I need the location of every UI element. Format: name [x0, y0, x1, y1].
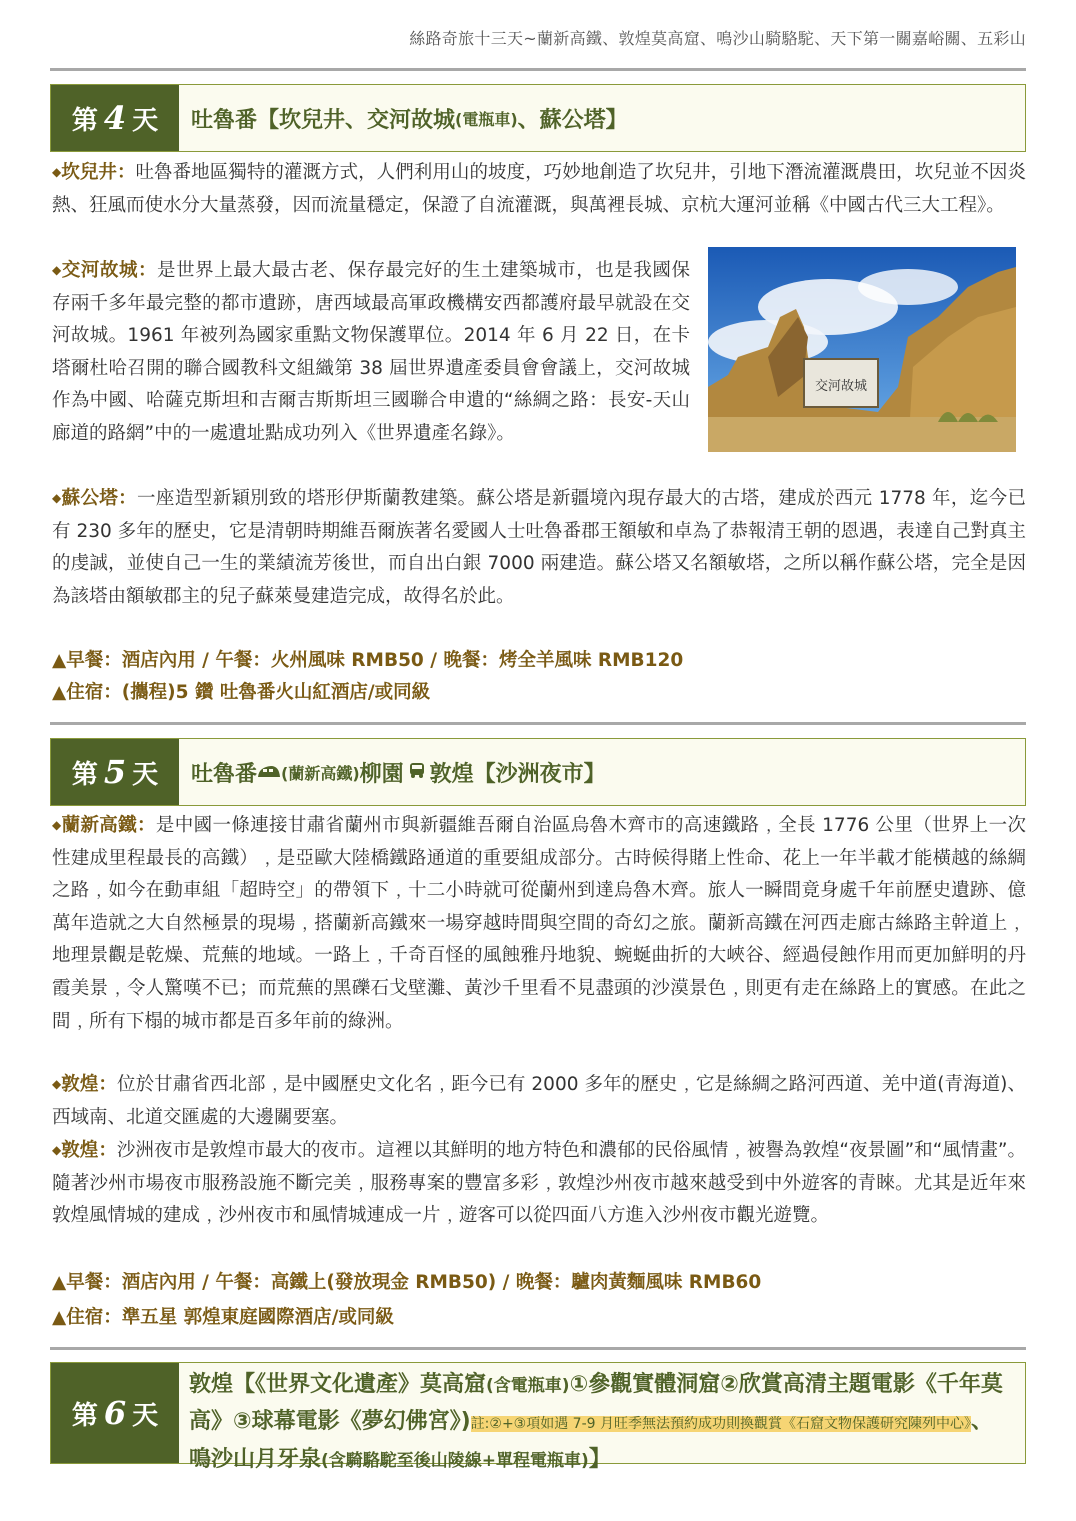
day-4-header: [50, 84, 1026, 152]
divider: [50, 68, 1026, 71]
day-6-title: 敦煌【《世界文化遺產》莫高窟(含電瓶車)①參觀實體洞窟②欣賞高清主題電影《千年莫高》③球幕電影《夢幻佛宮》)註:②+③項如遇 7-9 月旺季無法預約成功則換觀賞《石窟文物保護研究陳列中心》、鳴沙山月牙泉(含騎駱駝至後山陵線+單程電瓶車)】: [189, 1372, 1003, 1472]
page-header: 絲路奇旅十三天~蘭新高鐵、敦煌莫高窟、鳴沙山騎駱駝、天下第一關嘉峪關、五彩山: [409, 29, 1026, 48]
day-5-header: [50, 738, 1026, 806]
day-4-paragraph-karez: ◆坎兒井：吐魯番地區獨特的灌溉方式，人們利用山的坡度，巧妙地創造了坎兒井，引地下潛流灌溉農田，坎兒並不因炎熱、狂風而使水分大量蒸發，因而流量穩定，保證了自流灌溉，與萬裡長城、京杭大運河並稱《中國古代三大工程》。: [52, 162, 1026, 216]
day-6-header: [50, 1362, 1026, 1472]
booking-note: 註:②+③項如遇 7-9 月旺季無法預約成功則換觀賞《石窟文物保護研究陳列中心》: [470, 1416, 972, 1432]
day-5-paragraph-dunhuang: ◆敦煌：位於甘肅省西北部﹐是中國歷史文化名﹐距今已有 2000 多年的歷史﹐它是絲綢之路河西道、羌中道(青海道)、西域南、北道交匯處的大邊關要塞。: [52, 1074, 1026, 1128]
day-5-label: 第 5 天: [51, 739, 179, 805]
jiaohe-ruins-photo: [708, 247, 1016, 452]
day-6-label: 第 6 天: [51, 1363, 179, 1463]
day-5-title: 吐魯番 (蘭新高鐵) 柳園 敦煌【沙洲夜市】: [191, 761, 606, 787]
day-4-paragraph-sugong: ◆蘇公塔：一座造型新穎別致的塔形伊斯蘭教建築。蘇公塔是新疆境內現存最大的古塔，建成於西元 1778 年，迄今已有 230 多年的歷史，它是清朝時期維吾爾族著名愛國人士吐魯番郡王額敏和卓為了恭報清王朝的恩遇，表達自己對真主的虔誠，並使自己一生的業績流芳後世，而自出白銀 7000 兩建造。蘇公塔又名額敏塔，之所以稱作蘇公塔，完全是因為該塔由額敏郡主的兒子蘇萊曼建造完成，故得名於此。: [52, 488, 1026, 607]
high-speed-train-icon: [257, 760, 281, 785]
day-5-paragraph-railway: ◆蘭新高鐵：是中國一條連接甘肅省蘭州市與新疆維吾爾自治區烏魯木齊市的高速鐵路﹐全長 1776 公里（世界上一次性建成里程最長的高鐵）﹐是亞歐大陸橋鐵路通道的重要組成部分。古時候得賭上性命、花上一年半載才能橫越的絲綢之路﹐如今在動車組「超時空」的帶領下﹐十二小時就可從蘭州到達烏魯木齊。旅人一瞬間竟身處千年前歷史遺跡、億萬年造就之大自然極景的現場﹐搭蘭新高鐵來一場穿越時間與空間的奇幻之旅。蘭新高鐵在河西走廊古絲路主幹道上﹐地理景觀是乾燥、荒蕪的地域。一路上﹐千奇百怪的風蝕雅丹地貌、蜿蜒曲折的大峽谷、經過侵蝕作用而更加鮮明的丹霞美景﹐令人驚嘆不已；而荒蕪的黑礫石戈壁灘、黃沙千里看不見盡頭的沙漠景色﹐則更有走在絲路上的實感。在此之間﹐所有下榻的城市都是百多年前的綠洲。: [52, 815, 1026, 1032]
day-4-hotel: ▲住宿：(攜程)5 鑽 吐魯番火山紅酒店/或同級: [52, 682, 431, 703]
divider: [50, 722, 1026, 725]
day-5-meals: ▲早餐：酒店內用 / 午餐：高鐵上(發放現金 RMB50) / 晚餐：驢肉黃麵風味 RMB60: [52, 1272, 762, 1293]
divider: [50, 1347, 1026, 1350]
bus-icon: [408, 760, 426, 785]
day-4-title: 吐魯番【坎兒井、交河故城 (電瓶車) 、蘇公塔】: [191, 107, 628, 133]
day-4-meals: ▲早餐：酒店內用 / 午餐：火州風味 RMB50 / 晚餐：烤全羊風味 RMB120: [52, 650, 684, 671]
day-4-paragraph-jiaohe: ◆交河故城：是世界上最大最古老、保存最完好的生土建築城市，也是我國保存兩千多年最完整的都市遺跡，唐西域最高軍政機構安西都護府最早就設在交河故城。1961 年被列為國家重點文物保護單位。2014 年 6 月 22 日，在卡塔爾杜哈召開的聯合國教科文組織第 38 屆世界遺產委員會會議上，交河故城作為中國、哈薩克斯坦和吉爾吉斯斯坦三國聯合申遺的“絲綢之路：長安-天山廊道的路網”中的一處遺址點成功列入《世界遺產名錄》。: [52, 260, 690, 444]
day-5-hotel: ▲住宿：準五星 郭煌東庭國際酒店/或同級: [52, 1307, 394, 1328]
day-4-label: 第 4 天: [51, 85, 179, 151]
day-5-paragraph-night-market: ◆敦煌：沙洲夜市是敦煌市最大的夜市。這裡以其鮮明的地方特色和濃郁的民俗風情﹐被譽為敦煌“夜景圖”和“風情畫”。隨著沙州市場夜市服務設施不斷完美﹐服務專案的豐富多彩﹐敦煌沙州夜市越來越受到中外遊客的青睞。尤其是近年來敦煌風情城的建成﹐沙州夜市和風情城連成一片﹐遊客可以從四面八方進入沙州夜市觀光遊覽。: [52, 1140, 1027, 1227]
svg-text:交河故城: 交河故城: [814, 379, 868, 394]
